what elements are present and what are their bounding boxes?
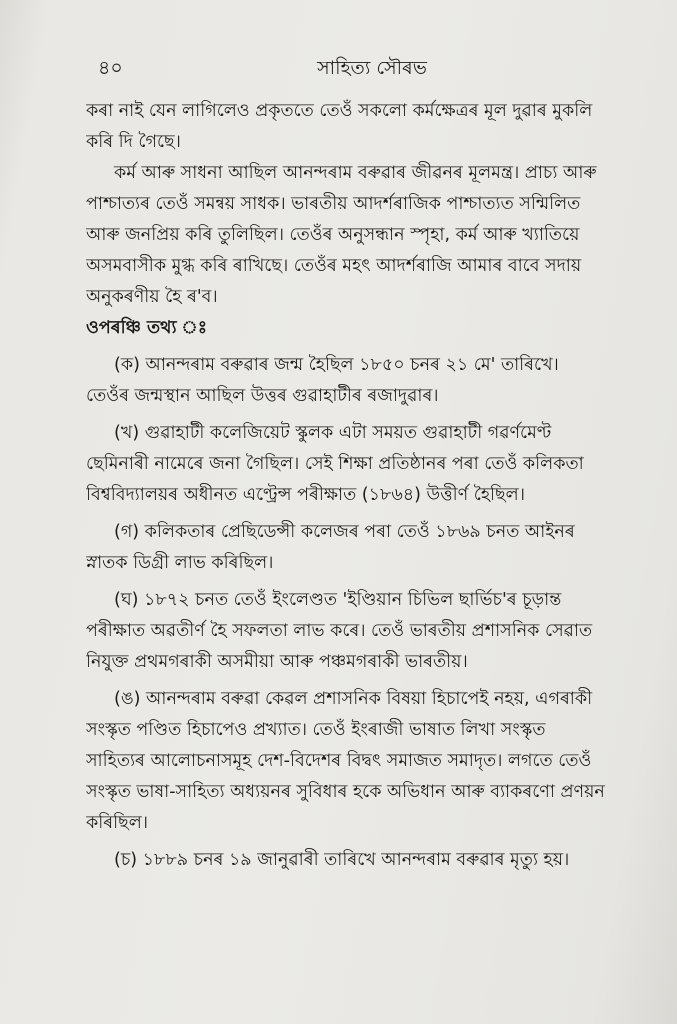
text-line: (খ) গুৱাহাটী কলেজিয়েট স্কুলক এটা সময়ত গুৱাহাটী গৱৰ্ণমেণ্ট [114, 423, 552, 443]
text-line: কৰ্ম আৰু সাধনা আছিল আনন্দৰাম বৰুৱাৰ জীৱনৰ মূলমন্ত্ৰ। প্ৰাচ্য আৰু [114, 163, 597, 183]
text-line: সাহিত্যৰ আলোচনাসমূহ দেশ-বিদেশৰ বিদ্বৎ সমাজত সমাদৃত। লগতে তেওঁ [86, 751, 592, 771]
text-line: কৰি দি গৈছে। [86, 132, 181, 152]
page-number: ৪০ [98, 57, 123, 79]
text-line: কৰিছিল। [86, 813, 149, 833]
text-line: পাশ্চাত্যৰ তেওঁ সমন্বয় সাধক। ভাৰতীয় আদৰ্শৰাজিক পাশ্চাত্যত সন্মিলিত [86, 194, 581, 214]
text-line: তেওঁৰ জন্মস্থান আছিল উত্তৰ গুৱাহাটীৰ ৰজাদুৱাৰ। [86, 386, 439, 406]
text-line: সংস্কৃত ভাষা-সাহিত্য অধ্যয়নৰ সুবিধাৰ হকে অভিধান আৰু ব্যাকৰণো প্ৰণয়ন [86, 782, 605, 802]
body-text [86, 96, 654, 876]
section-heading: ওপৰঞ্চি তথ্য ঃ [86, 318, 208, 338]
text-line: (ক) আনন্দৰাম বৰুৱাৰ জন্ম হৈছিল ১৮৫০ চনৰ ২১ মে' তাৰিখে। [114, 355, 559, 375]
running-title: সাহিত্য সৌৰভ [317, 57, 427, 79]
text-line: (গ) কলিকতাৰ প্ৰেছিডেন্সী কলেজৰ পৰা তেওঁ ১৮৬৯ চনত আইনৰ [114, 522, 575, 542]
text-line: অনুকৰণীয় হৈ ৰ'ব। [86, 287, 218, 307]
page-header [92, 54, 652, 84]
text-line: ছেমিনাৰী নামেৰে জনা গৈছিল। সেই শিক্ষা প্ৰতিষ্ঠানৰ পৰা তেওঁ কলিকতা [86, 454, 584, 474]
text-line: আৰু জনপ্ৰিয় কৰি তুলিছিল। তেওঁৰ অনুসন্ধান স্পৃহা, কৰ্ম আৰু খ্যাতিয়ে [86, 225, 580, 245]
text-line: বিশ্ববিদ্যালয়ৰ অধীনত এণ্ট্ৰেন্স পৰীক্ষাত (১৮৬৪) উত্তীৰ্ণ হৈছিল। [86, 485, 525, 505]
text-line: স্নাতক ডিগ্ৰী লাভ কৰিছিল। [86, 553, 274, 573]
text-line: নিযুক্ত প্ৰথমগৰাকী অসমীয়া আৰু পঞ্চমগৰাকী ভাৰতীয়। [86, 652, 468, 672]
text-line: পৰীক্ষাত অৱতীৰ্ণ হৈ সফলতা লাভ কৰে। তেওঁ ভাৰতীয় প্ৰশাসনিক সেৱাত [86, 621, 593, 641]
text-line: (চ) ১৮৮৯ চনৰ ১৯ জানুৱাৰী তাৰিখে আনন্দৰাম বৰুৱাৰ মৃত্যু হয়। [114, 850, 570, 870]
text-line: কৰা নাই যেন লাগিলেও প্ৰকৃততে তেওঁ সকলো কৰ্মক্ষেত্ৰৰ মূল দুৱাৰ মুকলি [86, 101, 593, 121]
text-line: সংস্কৃত পণ্ডিত হিচাপেও প্ৰখ্যাত। তেওঁ ইংৰাজী ভাষাত লিখা সংস্কৃত [86, 720, 546, 740]
text-line: অসমবাসীক মুগ্ধ কৰি ৰাখিছে। তেওঁৰ মহৎ আদৰ্শৰাজি আমাৰ বাবে সদায় [86, 256, 582, 276]
text-line: (ঘ) ১৮৭২ চনত তেওঁ ইংলেণ্ডত 'ইণ্ডিয়ান চিভিল ছাৰ্ভিচ'ৰ চূড়ান্ত [114, 590, 562, 610]
text-line: (ঙ) আনন্দৰাম বৰুৱা কেৱল প্ৰশাসনিক বিষয়া হিচাপেই নহয়, এগৰাকী [114, 689, 593, 709]
